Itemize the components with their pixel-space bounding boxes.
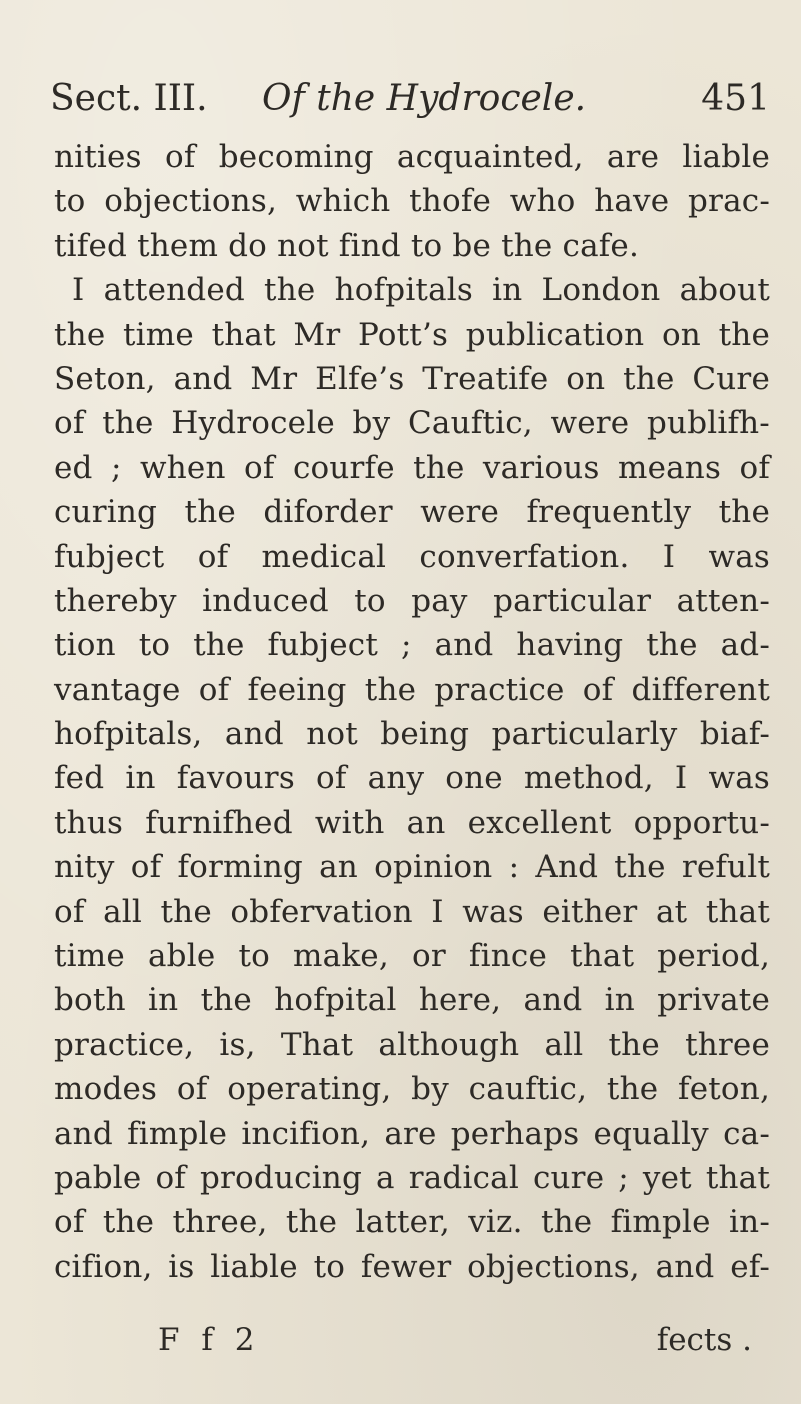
text-line: of the Hydrocele by Cauftic, were publifh-	[54, 405, 770, 442]
page-number: 451	[701, 78, 770, 119]
text-line: thereby induced to pay particular atten-	[54, 582, 770, 619]
text-line: practice, is, That although all the three	[54, 1026, 770, 1063]
text-line: the time that Mr Pott’s publication on the	[54, 316, 770, 353]
text-line: and fimple incifion, are perhaps equally ca-	[54, 1115, 770, 1152]
text-line: vantage of feeing the practice of different	[54, 671, 770, 708]
catchword: fects .	[656, 1322, 752, 1358]
text-line: thus furnifhed with an excellent opportu-	[54, 804, 770, 841]
signature-mark: F f 2	[158, 1322, 261, 1358]
text-line: of all the obfervation I was either at that	[54, 893, 770, 930]
running-title: Of the Hydrocele.	[262, 78, 587, 119]
text-line: cifion, is liable to fewer objections, and ef-	[54, 1248, 770, 1285]
body-text	[54, 135, 770, 1289]
text-line: modes of operating, by cauftic, the feton,	[54, 1071, 770, 1108]
text-line: time able to make, or fince that period,	[54, 938, 770, 975]
text-line: fed in favours of any one method, I was	[54, 760, 770, 797]
text-line: hofpitals, and not being particularly biaf-	[54, 716, 770, 753]
text-line: fubject of medical converfation. I was	[54, 538, 770, 575]
text-line: tion to the fubject ; and having the ad-	[54, 627, 770, 664]
section-label: Sect. III.	[50, 78, 208, 119]
text-line: ed ; when of courfe the various means of	[54, 449, 770, 486]
text-line: tifed them do not find to be the cafe.	[54, 227, 640, 264]
text-line: nity of forming an opinion : And the refult	[54, 849, 770, 886]
text-line: nities of becoming acquainted, are liable	[54, 139, 770, 175]
text-line: curing the diforder were frequently the	[54, 494, 770, 531]
text-line: both in the hofpital here, and in private	[54, 982, 770, 1019]
text-line: Seton, and Mr Elfe’s Treatife on the Cure	[54, 360, 770, 397]
text-line: of the three, the latter, viz. the fimple in-	[54, 1204, 770, 1241]
text-line: pable of producing a radical cure ; yet that	[54, 1159, 770, 1196]
running-header	[50, 75, 770, 123]
text-line: I attended the hofpitals in London about	[72, 272, 770, 309]
text-line: to objections, which thofe who have prac-	[54, 183, 770, 220]
page-footer	[50, 1318, 770, 1362]
